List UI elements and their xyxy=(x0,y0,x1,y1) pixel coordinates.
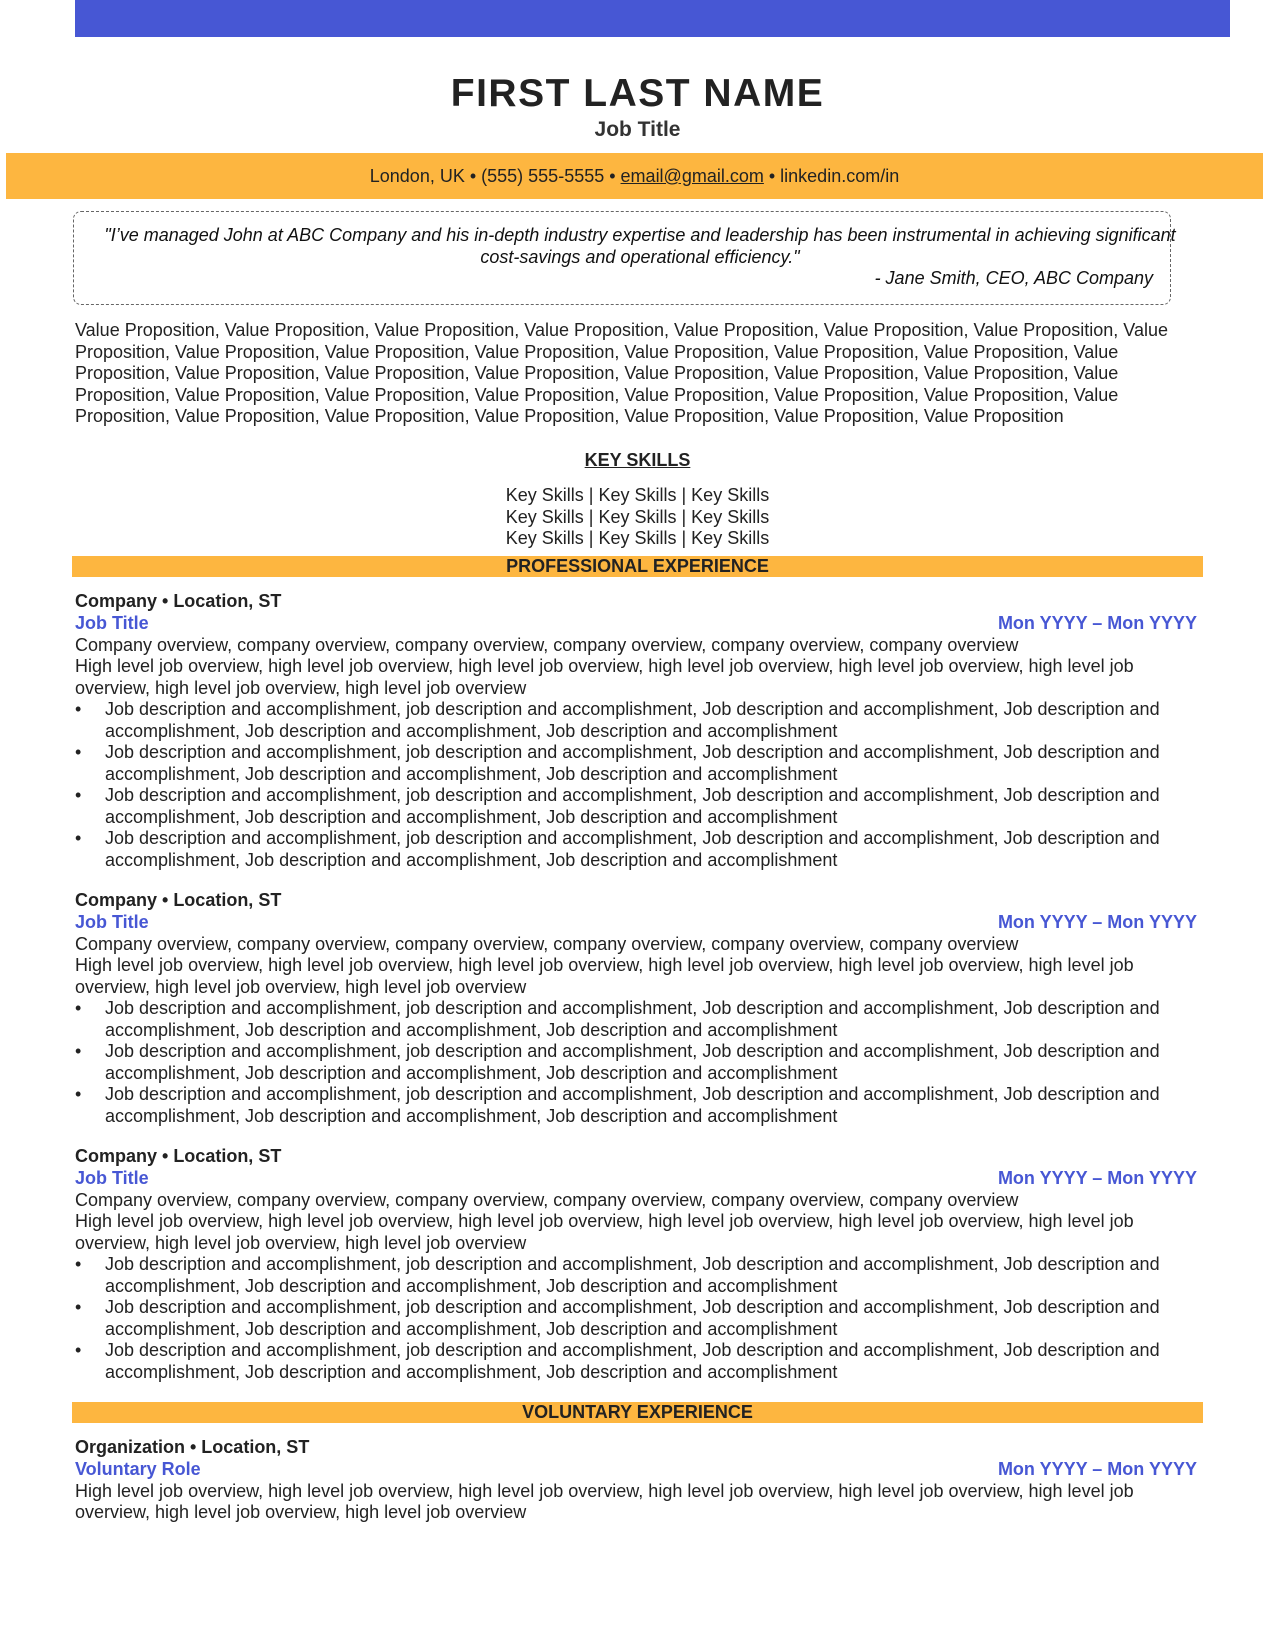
candidate-name: FIRST LAST NAME xyxy=(450,72,825,115)
job-entry xyxy=(75,890,1205,1127)
job-company: Company • Location, ST xyxy=(75,591,282,611)
key-skills-line: Key Skills | Key Skills | Key Skills xyxy=(505,485,770,505)
job-company: Company • Location, ST xyxy=(75,890,282,910)
professional-experience-heading: PROFESSIONAL EXPERIENCE xyxy=(72,556,1203,577)
job-summary: High level job overview, high level job overview, high level job overview, high level job overview, high level job overview, high level job overview, high level job overview, high level job overview xyxy=(75,656,1134,698)
list-item: • Job description and accomplishment, job description and accomplishment, Job description and accomplishment, Job description and accomplishment, Job description and accomplishment, Job description and accomplishment xyxy=(75,828,1165,871)
list-item: • Job description and accomplishment, job description and accomplishment, Job description and accomplishment, Job description and accomplishment, Job description and accomplishment, Job description and accomplishment xyxy=(75,1084,1165,1127)
voluntary-dates: Mon YYYY – Mon YYYY xyxy=(997,1459,1197,1479)
company-overview: Company overview, company overview, company overview, company overview, company overview, company overview xyxy=(75,1189,1019,1210)
job-dates: Mon YYYY – Mon YYYY xyxy=(997,912,1197,932)
job-bullets xyxy=(75,1254,1205,1383)
job-title: Job Title xyxy=(75,613,149,633)
voluntary-summary: High level job overview, high level job overview, high level job overview, high level job overview, high level job overview, high level job overview, high level job overview, high level job overview xyxy=(75,1480,1134,1522)
list-item: • Job description and accomplishment, job description and accomplishment, Job description and accomplishment, Job description and accomplishment, Job description and accomplishment, Job description and accomplishment xyxy=(75,1041,1165,1084)
top-accent-bar xyxy=(75,0,1230,37)
job-entry xyxy=(75,591,1205,871)
voluntary-entry xyxy=(75,1437,1205,1524)
contact-location-phone: London, UK • (555) 555-5555 • xyxy=(369,166,621,186)
company-overview: Company overview, company overview, company overview, company overview, company overview, company overview xyxy=(75,933,1019,954)
contact-linkedin: • linkedin.com/in xyxy=(763,166,900,186)
voluntary-experience-heading: VOLUNTARY EXPERIENCE xyxy=(72,1402,1203,1423)
key-skills-line: Key Skills | Key Skills | Key Skills xyxy=(505,506,770,527)
job-bullets xyxy=(75,699,1205,871)
list-item: • Job description and accomplishment, job description and accomplishment, Job description and accomplishment, Job description and accomplishment, Job description and accomplishment, Job description and accomplishment xyxy=(75,699,1165,742)
job-title: Job Title xyxy=(75,1168,149,1188)
testimonial-attribution: - Jane Smith, CEO, ABC Company xyxy=(874,268,1153,288)
key-skills-line: Key Skills | Key Skills | Key Skills xyxy=(505,528,770,548)
key-skills-list xyxy=(0,485,1275,550)
list-item: • Job description and accomplishment, job description and accomplishment, Job description and accomplishment, Job description and accomplishment, Job description and accomplishment, Job description and accomplishment xyxy=(75,1340,1165,1383)
company-overview: Company overview, company overview, company overview, company overview, company overview, company overview xyxy=(75,634,1019,655)
contact-email-link[interactable]: email@gmail.com xyxy=(620,166,764,186)
job-entry xyxy=(75,1146,1205,1383)
job-dates: Mon YYYY – Mon YYYY xyxy=(997,613,1197,633)
value-proposition: Value Proposition, Value Proposition, Value Proposition, Value Proposition, Value Proposition, Value Proposition, Value Proposition, Value Proposition, Value Proposition, Value Proposition, Value Proposition, Value Proposition, Value Proposition, Value Proposition, Value Proposition, Value Proposition, Value Proposition, Value Proposition, Value Proposition, Value Proposition, Value Proposition, Value Proposition, Value Proposition, Value Proposition, Value Proposition, Value Proposition, Value Proposition, Value Proposition, Value Proposition, Value Proposition, Value Proposition, Value Proposition, Value Proposition, Value Proposition, Value Proposition xyxy=(75,320,1168,426)
voluntary-organization: Organization • Location, ST xyxy=(75,1437,310,1457)
job-summary: High level job overview, high level job overview, high level job overview, high level job overview, high level job overview, high level job overview, high level job overview, high level job overview xyxy=(75,955,1134,997)
job-summary: High level job overview, high level job overview, high level job overview, high level job overview, high level job overview, high level job overview, high level job overview, high level job overview xyxy=(75,1211,1134,1253)
header-job-title: Job Title xyxy=(594,118,681,141)
list-item: • Job description and accomplishment, job description and accomplishment, Job description and accomplishment, Job description and accomplishment, Job description and accomplishment, Job description and accomplishment xyxy=(75,1297,1165,1340)
list-item: • Job description and accomplishment, job description and accomplishment, Job description and accomplishment, Job description and accomplishment, Job description and accomplishment, Job description and accomplishment xyxy=(75,785,1165,828)
job-title: Job Title xyxy=(75,912,149,932)
list-item: • Job description and accomplishment, job description and accomplishment, Job description and accomplishment, Job description and accomplishment, Job description and accomplishment, Job description and accomplishment xyxy=(75,998,1165,1041)
testimonial-quote: "I’ve managed John at ABC Company and his in-depth industry expertise and leadership has been instrumental in achieving significant cost-savings and operational efficiency." xyxy=(104,225,1176,267)
key-skills-heading: KEY SKILLS xyxy=(584,450,691,470)
job-company: Company • Location, ST xyxy=(75,1146,282,1166)
job-bullets xyxy=(75,998,1205,1127)
voluntary-role: Voluntary Role xyxy=(75,1459,201,1479)
contact-bar xyxy=(6,153,1263,199)
list-item: • Job description and accomplishment, job description and accomplishment, Job description and accomplishment, Job description and accomplishment, Job description and accomplishment, Job description and accomplishment xyxy=(75,742,1165,785)
job-dates: Mon YYYY – Mon YYYY xyxy=(997,1168,1197,1188)
list-item: • Job description and accomplishment, job description and accomplishment, Job description and accomplishment, Job description and accomplishment, Job description and accomplishment, Job description and accomplishment xyxy=(75,1254,1165,1297)
